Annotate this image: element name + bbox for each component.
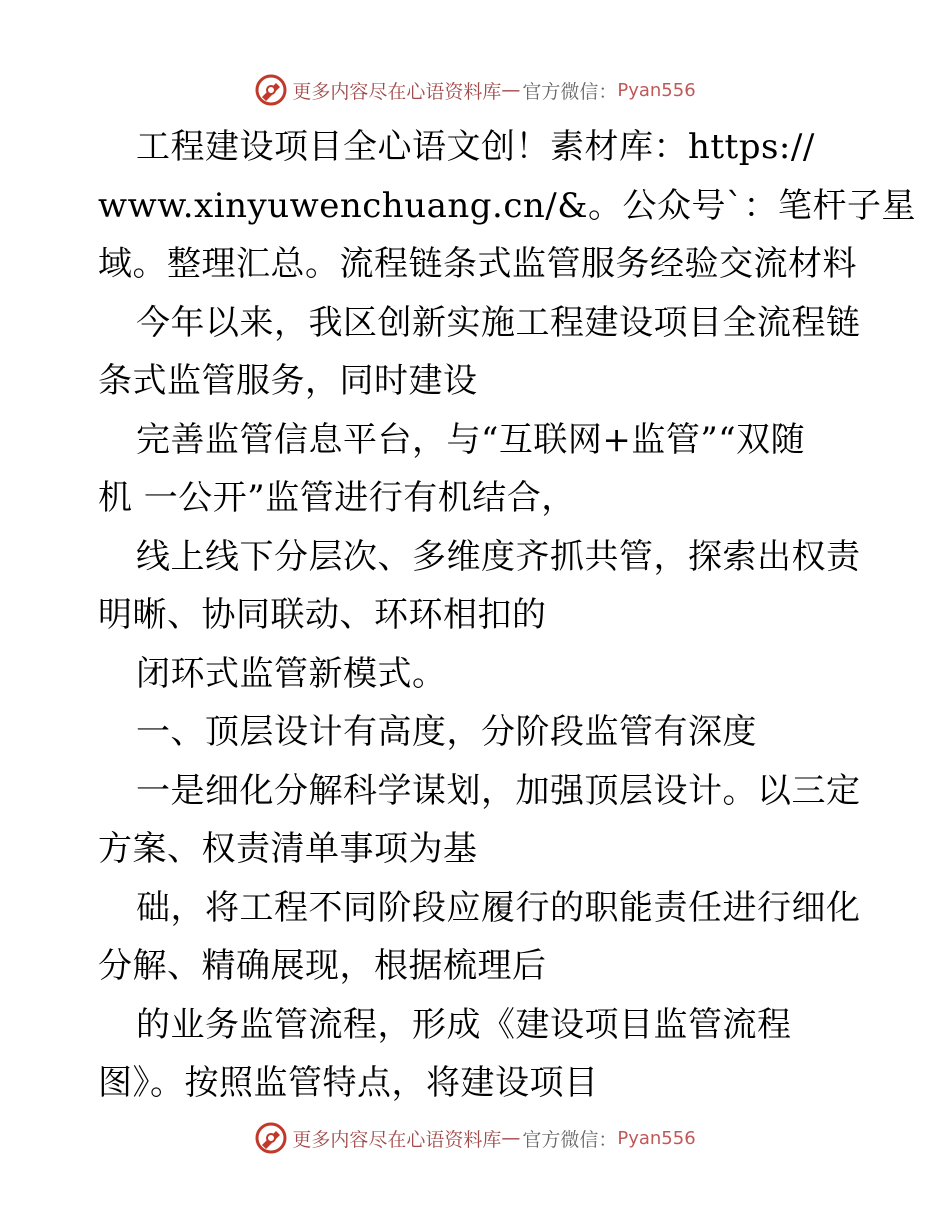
text-line: 一是细化分解科学谋划，加强顶层设计。以三定 bbox=[136, 770, 861, 811]
watermark-contact-id: Pyan556 bbox=[617, 1127, 696, 1149]
text-line: 一、顶层设计有高度，分阶段监管有深度 bbox=[136, 712, 757, 752]
text-line: 线上线下分层次、多维度齐抓共管，探索出权责 bbox=[136, 536, 861, 577]
watermark-header bbox=[0, 70, 950, 110]
text-line: 工程建设项目全心语文创！素材库：https:// bbox=[136, 127, 815, 167]
watermark-footer bbox=[0, 1118, 950, 1158]
text-line: 今年以来，我区创新实施工程建设项目全流程链 bbox=[136, 302, 861, 343]
text-line: 方案、权责清单事项为基 bbox=[98, 829, 478, 869]
text-line: 域。整理汇总。流程链条式监管服务经验交流材料 bbox=[98, 244, 857, 284]
watermark-brand-text: 更多内容尽在心语资料库 bbox=[292, 80, 502, 103]
brand-logo-icon bbox=[254, 73, 288, 107]
text-line: 的业务监管流程，形成《建设项目监管流程 bbox=[136, 1004, 792, 1045]
watermark-contact-label: 官方微信： bbox=[522, 1128, 618, 1151]
document-body bbox=[98, 118, 916, 1113]
text-line: 条式监管服务，同时建设 bbox=[98, 361, 478, 401]
text-line: 础，将工程不同阶段应履行的职能责任进行细化 bbox=[136, 887, 861, 928]
text-line: 机 一公开”监管进行有机结合， bbox=[98, 478, 576, 518]
text-line: 明晰、协同联动、环环相扣的 bbox=[98, 595, 547, 635]
text-line: 图》。按照监管特点，将建设项目 bbox=[98, 1063, 599, 1103]
brand-logo-icon bbox=[254, 1121, 288, 1155]
watermark-separator: — bbox=[501, 79, 521, 101]
text-line: 分解、精确展现，根据梳理后 bbox=[98, 946, 547, 986]
watermark-contact-label: 官方微信： bbox=[522, 80, 618, 103]
text-line: www.xinyuwenchuang.cn/&。公众号`：笔杆子星 bbox=[98, 185, 916, 226]
text-line: 闭环式监管新模式。 bbox=[136, 653, 447, 694]
text-line: 完善监管信息平台，与“互联网+监管”“双随 bbox=[136, 419, 806, 460]
watermark-contact-id: Pyan556 bbox=[617, 79, 696, 101]
watermark-separator: — bbox=[501, 1127, 521, 1149]
watermark-brand-text: 更多内容尽在心语资料库 bbox=[292, 1128, 502, 1151]
